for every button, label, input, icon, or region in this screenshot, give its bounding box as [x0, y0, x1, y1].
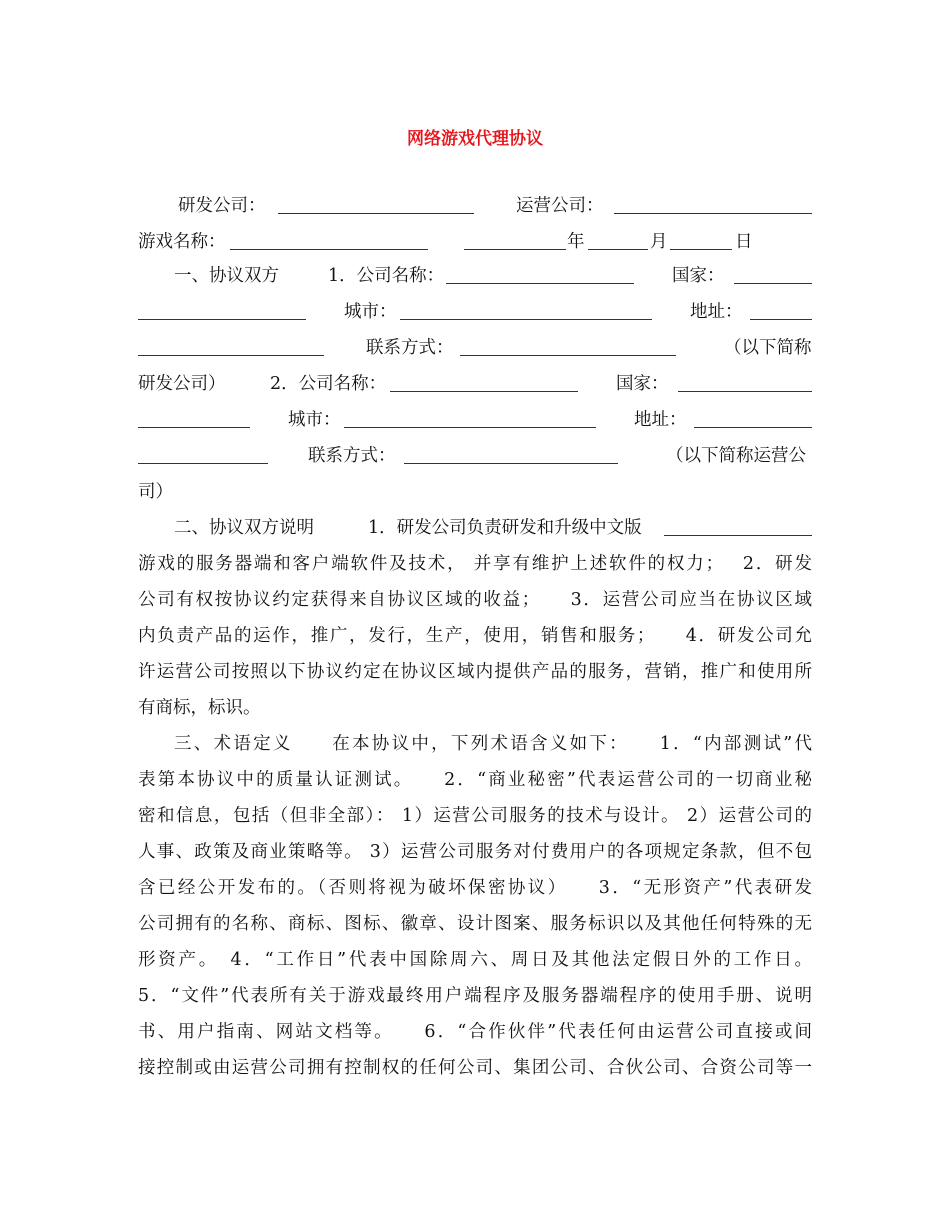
- party2-company-field[interactable]: [390, 391, 578, 392]
- section2-line-2: [138, 546, 812, 582]
- section2-line-5: [138, 654, 812, 690]
- party1-company-label: 1．公司名称：: [328, 266, 445, 286]
- party2-country-field-cont[interactable]: [138, 427, 250, 428]
- section1-line-7: [138, 474, 812, 510]
- section3-line-10: [138, 1050, 812, 1086]
- section3-text-line: 密和信息，包括（但非全部）： 1）运营公司服务的技术与设计。 2）运营公司的: [138, 806, 812, 826]
- party2-company-label: 2．公司名称：: [270, 374, 387, 394]
- party1-address-label: 地址：: [690, 302, 743, 322]
- section3-text-line: 接控制或由运营公司拥有控制权的任何公司、集团公司、合伙公司、合资公司等一: [138, 1058, 812, 1078]
- party1-country-label: 国家：: [672, 266, 725, 286]
- section3-text-line: 书、用户指南、网站文档等。 6．“合作伙伴”代表任何由运营公司直接或间: [138, 1022, 812, 1042]
- day-label: 日: [735, 232, 753, 252]
- section2-item1-start: 1．研发公司负责研发和升级中文版: [368, 518, 642, 538]
- party1-company-field[interactable]: [446, 283, 634, 284]
- header-line-game-date: [138, 224, 812, 260]
- party2-country-field[interactable]: [678, 391, 812, 392]
- party2-address-field[interactable]: [694, 427, 812, 428]
- section2-heading: 二、协议双方说明: [174, 518, 314, 538]
- section2-text-end: 有商标，标识。: [138, 698, 261, 718]
- section1-line-1: [138, 258, 812, 294]
- section3-heading-line: 三、术语定义 在本协议中，下列术语含义如下： 1．“内部测试”代: [174, 734, 812, 754]
- section1-line-3: [138, 330, 812, 366]
- section3-line-7: [138, 942, 812, 978]
- month-field[interactable]: [588, 249, 648, 250]
- party1-country-field[interactable]: [734, 283, 812, 284]
- section3-line-6: [138, 906, 812, 942]
- section2-line-6: [138, 690, 812, 726]
- party2-country-label: 国家：: [616, 374, 669, 394]
- section2-text-line: 许运营公司按照以下协议约定在协议区域内提供产品的服务，营销，推广和使用所: [138, 662, 812, 682]
- section3-line-8: [138, 978, 812, 1014]
- month-label: 月: [650, 232, 668, 252]
- party2-city-label: 城市：: [288, 410, 341, 430]
- section3-text-line: 含已经公开发布的。（否则将视为破坏保密协议） 3．“无形资产”代表研发: [138, 878, 812, 898]
- dev-company-label: 研发公司：: [178, 196, 266, 216]
- party2-city-field[interactable]: [344, 427, 596, 428]
- section3-text-line: 5．“文件”代表所有关于游戏最终用户端程序及服务器端程序的使用手册、说明: [138, 986, 812, 1006]
- section1-line-2: [138, 294, 812, 330]
- section3-text-line: 形资产。 4．“工作日”代表中国除周六、周日及其他法定假日外的工作日。: [138, 950, 812, 970]
- section2-line-1: [138, 510, 812, 546]
- section3-line-1: [138, 726, 812, 762]
- game-title-field[interactable]: [664, 535, 812, 536]
- day-field[interactable]: [670, 249, 732, 250]
- party1-abbr-note: （以下简称: [724, 338, 812, 358]
- party1-country-field-cont[interactable]: [138, 319, 306, 320]
- document-title: 网络游戏代理协议: [407, 129, 543, 149]
- party1-city-field[interactable]: [400, 319, 652, 320]
- party1-contact-label: 联系方式：: [366, 338, 454, 358]
- section2-line-3: [138, 582, 812, 618]
- game-name-field[interactable]: [230, 249, 428, 250]
- party2-abbr-end: 司）: [138, 482, 173, 502]
- section2-text-line: 游戏的服务器端和客户端软件及技术， 并享有维护上述软件的权力； 2．研发: [138, 554, 812, 574]
- year-field[interactable]: [464, 249, 566, 250]
- party2-contact-field[interactable]: [404, 463, 618, 464]
- party1-abbr-name: 研发公司）: [138, 374, 226, 394]
- section3-text-line: 公司拥有的名称、商标、图标、徽章、设计图案、服务标识以及其他任何特殊的无: [138, 914, 812, 934]
- section1-line-6: [138, 438, 812, 474]
- party1-address-field[interactable]: [750, 319, 812, 320]
- party2-address-label: 地址：: [634, 410, 687, 430]
- party2-abbr-note: （以下简称运营公: [666, 446, 806, 466]
- section2-text-line: 公司有权按协议约定获得来自协议区域的收益； 3．运营公司应当在协议区域: [138, 590, 812, 610]
- section3-line-4: [138, 834, 812, 870]
- ops-company-field[interactable]: [614, 213, 812, 214]
- party1-city-label: 城市：: [344, 302, 397, 322]
- section2-line-4: [138, 618, 812, 654]
- party1-address-field-cont[interactable]: [138, 355, 324, 356]
- header-line-companies: [138, 188, 812, 224]
- party1-contact-field[interactable]: [460, 355, 676, 356]
- ops-company-label: 运营公司：: [516, 196, 604, 216]
- dev-company-field[interactable]: [278, 213, 474, 214]
- section3-line-5: [138, 870, 812, 906]
- section3-text-line: 人事、政策及商业策略等。 3）运营公司服务对付费用户的各项规定条款，但不包: [138, 842, 812, 862]
- section1-line-5: [138, 402, 812, 438]
- game-name-label: 游戏名称：: [138, 232, 226, 252]
- section3-line-2: [138, 762, 812, 798]
- section2-text-line: 内负责产品的运作，推广，发行，生产，使用，销售和服务； 4．研发公司允: [138, 626, 812, 646]
- section1-line-4: [138, 366, 812, 402]
- party2-address-field-cont[interactable]: [138, 463, 268, 464]
- year-label: 年: [567, 232, 585, 252]
- section1-heading: 一、协议双方: [174, 266, 279, 286]
- section3-line-3: [138, 798, 812, 834]
- party2-contact-label: 联系方式：: [308, 446, 396, 466]
- section3-text-line: 表第本协议中的质量认证测试。 2．“商业秘密”代表运营公司的一切商业秘: [138, 770, 812, 790]
- section3-line-9: [138, 1014, 812, 1050]
